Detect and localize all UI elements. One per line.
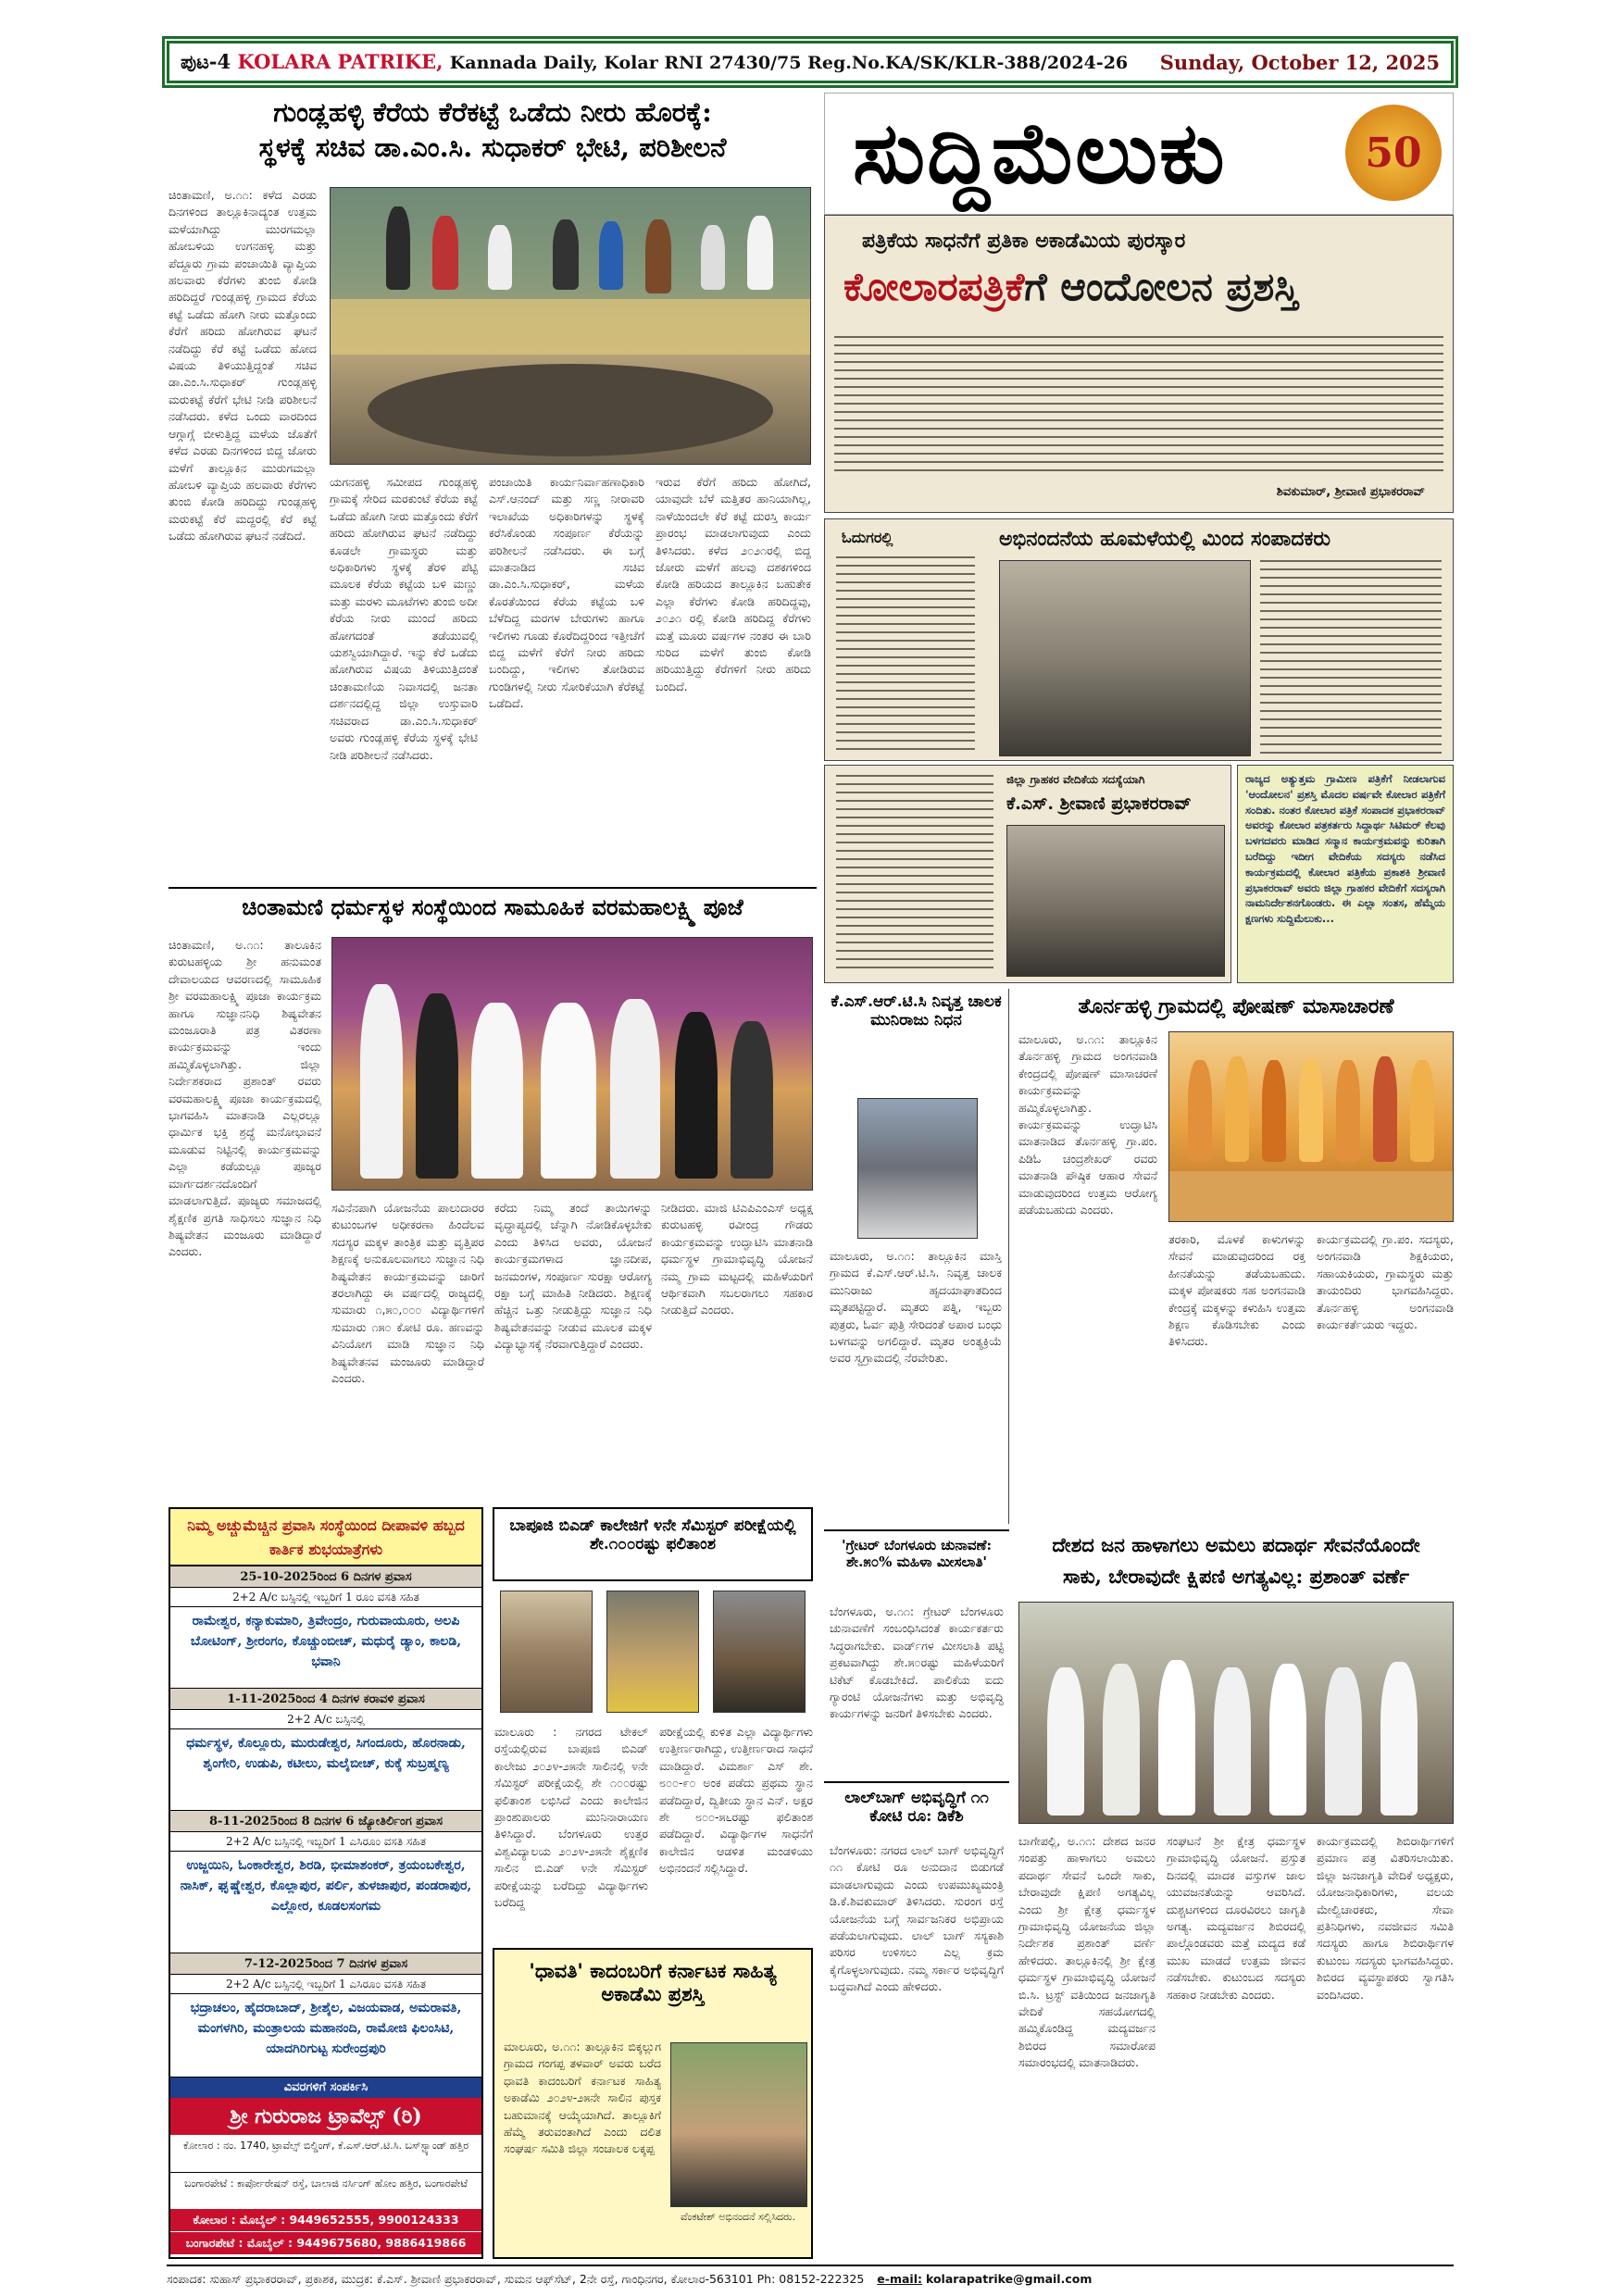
- clip-headline-tail: ಗೆ ಆಂದೋಲನ ಪ್ರಶಸ್ತಿ: [1024, 264, 1299, 309]
- clip-award-sig: ಶಿವಕುಮಾರ್, ಶ್ರೀವಾಣಿ ಪ್ರಭಾಕರರಾವ್: [1276, 485, 1425, 499]
- vara-column-4: ನೀಡಿದರು. ಮಾಜಿ ಟಿಎಪಿಎಂಎಸ್ ಅಧ್ಯಕ್ಷ ಕುರುಟಹಳ್ಳಿ ರವೀಂದ್ರ ಗೌಡರು ಕಾರ್ಯಕ್ರಮವನ್ನು ಉದ್ಘಾಟಿಸಿ ಮಾತನಾಡಿ ಧರ್ಮಸ್ಥಳ ಗ್ರಾಮಾಭಿವೃದ್ಧಿ ಯೋಜನೆ ನಮ್ಮ ಗ್ರಾಮ ಮಟ್ಟದಲ್ಲಿ ಮಹಿಳೆಯರಿಗೆ ಆರ್ಥಿಕವಾಗಿ ಸಬಲರಾಗಲು ಸಹಕಾರ ನೀಡುತ್ತಿದೆ ಎಂದರು.: [661, 1201, 813, 1317]
- trip-3-places: ಉಜ್ಜಯಿನಿ, ಓಂಕಾರೇಶ್ವರ, ಶಿರಡಿ, ಭೀಮಾಶಂಕರ್, ತ್ರಯಂಬಕೇಶ್ವರ, ನಾಸಿಕ್, ಘೃಷ್ಣೇಶ್ವರ, ಕೊಲ್ಲಾಪುರ, ಪರ್ಲಿ, ತುಳಜಾಪುರ, ಪಂಡರಾಪುರ, ಎಲ್ಲೋರ, ಕೂಡಲಸಂಗಮ: [170, 1852, 481, 1953]
- trip-1-sub: 2+2 A/c ಬಸ್ಸಿನಲ್ಲಿ ಇಬ್ಬರಿಗೆ 1 ರೂಂ ವಸತಿ ಸಹಿತ: [170, 1588, 481, 1607]
- dharma-column-1: ಬಾಗೇಪಲ್ಲಿ, ಅ.೧೧: ದೇಶದ ಜನರ ಸಂಪತ್ತು ಹಾಳಾಗಲು ಅಮಲು ಪದಾರ್ಥ ಸೇವನೆ ಒಂದೇ ಸಾಕು, ಬೇರಾವುದೇ ಕ್ಷಿಪಣಿ ಅಗತ್ಯವಿಲ್ಲ ಎಂದು ಶ್ರೀ ಕ್ಷೇತ್ರ ಧರ್ಮಸ್ಥಳ ಗ್ರಾಮಾಭಿವೃದ್ಧಿ ಯೋಜನೆಯ ಜಿಲ್ಲಾ ನಿರ್ದೇಶಕ ಪ್ರಶಾಂತ್ ವರ್ಣೆ ಹೇಳಿದರು. ತಾಲ್ಲೂಕಿನಲ್ಲಿ ಶ್ರೀ ಕ್ಷೇತ್ರ ಧರ್ಮಸ್ಥಳ ಗ್ರಾಮಾಭಿವೃದ್ಧಿ ಯೋಜನೆ ಬಿ.ಸಿ. ಟ್ರಸ್ಟ್ ವತಿಯಿಂದ ಜನಜಾಗೃತಿ ವೇದಿಕೆ ಸಹಯೋಗದಲ್ಲಿ ಹಮ್ಮಿಕೊಂಡಿದ್ದ ಮದ್ಯವರ್ಜನ ಶಿಬಿರದ ಸಮಾರೋಪ ಸಮಾರಂಭದಲ್ಲಿ ಮಾತನಾಡಿದರು.: [1018, 1834, 1156, 2070]
- ksrtc-box: [824, 989, 1009, 1524]
- poshan-photo: [1168, 1031, 1454, 1222]
- trip-3-sub: 2+2 A/c ಬಸ್ಸಿನಲ್ಲಿ ಇಬ್ಬರಿಗೆ 1 ಎಸಿರೂಂ ವಸತಿ ಸಹಿತ: [170, 1832, 481, 1852]
- suddi-banner: [824, 93, 1454, 215]
- poshan-column-3: ಕಾರ್ಯಕ್ರಮದಲ್ಲಿ ಗ್ರಾ.ಪಂ. ಸದಸ್ಯರು, ಅಂಗನವಾಡಿ ಶಿಕ್ಷಕಿಯರು, ಸಹಾಯಕಿಯರು, ಗ್ರಾಮಸ್ಥರು ಮತ್ತು ತಾಯಂದಿರು ಭಾಗವಹಿಸಿದ್ದರು. ತೊರ್ನಹಳ್ಳಿ ಅಂಗನವಾಡಿ ಕಾರ್ಯಕರ್ತೆಯರು ಇದ್ದರು.: [1317, 1232, 1454, 1332]
- page-number: ಪುಟ-4: [181, 50, 231, 73]
- clip-award-label: ಪತ್ರಿಕೆಯ ಸಾಧನೆಗೆ ಪ್ರತಿಕಾ ಅಕಾಡೆಮಿಯ ಪುರಸ್ಕಾರ: [862, 229, 1186, 253]
- bapuji-column-1: ಮಾಲೂರು : ನಗರದ ಟೇಕಲ್ ರಸ್ತೆಯಲ್ಲಿರುವ ಬಾಪೂಜಿ ಬಿಎಡ್ ಕಾಲೇಜು ೨೦೨೪-೨೫ನೇ ಸಾಲಿನಲ್ಲಿ ೪ನೇ ಸೆಮಿಸ್ಟರ್ ಪರೀಕ್ಷೆಯಲ್ಲಿ ಶೇ ೧೦೦ರಷ್ಟು ಫಲಿತಾಂಶ ಲಭಿಸಿದೆ ಎಂದು ಕಾಲೇಜಿನ ಪ್ರಾಂಶುಪಾಲರು ಮುನಿನಾರಾಯಣ ತಿಳಿಸಿದ್ದಾರೆ. ಬೆಂಗಳೂರು ಉತ್ತರ ವಿಶ್ವವಿದ್ಯಾಲಯ ೨೦೨೪-೨೫ನೇ ಶೈಕ್ಷಣಿಕ ಸಾಲಿನ ಬಿ.ಎಡ್ ೪ನೇ ಸೆಮಿಸ್ಟರ್ ಪರೀಕ್ಷೆಯನ್ನು ಬರೆದಿದ್ದು ವಿದ್ಯಾರ್ಥಿಗಳು ಬರೆದಿದ್ದ: [494, 1725, 648, 1910]
- footer-email-label: e-mail:: [877, 2272, 922, 2286]
- tours-phone-1: ಕೋಲಾರ : ಮೊಬೈಲ್ : 9449652555, 9900124333: [170, 2209, 481, 2231]
- vara-photo: [331, 937, 813, 1191]
- bapuji-photo-2: [606, 1591, 699, 1713]
- trip-3-when: 8-11-2025ರಿಂದ 8 ದಿನಗಳ 6 ಜ್ಯೋತಿರ್ಲಿಂಗ ಪ್ರವಾಸ: [170, 1811, 481, 1832]
- tours-agency: ಶ್ರೀ ಗುರುರಾಜ ಟ್ರಾವೆಲ್ಸ್ (ರಿ): [170, 2098, 481, 2135]
- dhavati-box: [493, 1948, 813, 2259]
- clip-consumer-forum: [824, 765, 1231, 983]
- issue-date: Sunday, October 12, 2025: [1159, 50, 1440, 74]
- footer-email: kolarapatrike@gmail.com: [925, 2272, 1093, 2286]
- poshan-column-1: ಮಾಲೂರು, ಅ.೧೧: ತಾಲ್ಲೂಕಿನ ತೊರ್ನಹಳ್ಳಿ ಗ್ರಾಮದ ಅಂಗನವಾಡಿ ಕೇಂದ್ರದಲ್ಲಿ ಪೋಷಣ್ ಮಾಸಾಚರಣೆ ಕಾರ್ಯಕ್ರಮವನ್ನು ಹಮ್ಮಿಕೊಳ್ಳಲಾಗಿತ್ತು. ಕಾರ್ಯಕ್ರಮವನ್ನು ಉದ್ಘಾಟಿಸಿ ಮಾತನಾಡಿದ ತೊರ್ನಹಳ್ಳಿ ಗ್ರಾ.ಪಂ. ಪಿಡಿಓ ಚಂದ್ರಶೇಖರ್ ರವರು ಮಾತನಾಡಿ ಪೌಷ್ಠಿಕ ಆಹಾರ ಸೇವನೆ ಮಾಡುವುದರಿಂದ ಉತ್ತಮ ಆರೋಗ್ಯ ಪಡೆಯಬಹುದು ಎಂದರು.: [1018, 1032, 1157, 1217]
- paper-details: Kannada Daily, Kolar RNI 27430/75 Reg.No.KA/SK/KLR-388/2024-26: [449, 53, 1129, 73]
- ksrtc-photo: [857, 1098, 978, 1239]
- clip-consumer-sub: ಜಿಲ್ಲಾ ಗ್ರಾಹಕರ ವೇದಿಕೆಯ ಸದಸ್ಯೆಯಾಗಿ: [1006, 773, 1145, 786]
- ksrtc-body: ಮಾಲೂರು, ಅ.೧೧: ತಾಲ್ಲೂಕಿನ ಮಾಸ್ತಿ ಗ್ರಾಮದ ಕೆ.ಎಸ್.ಆರ್.ಟಿ.ಸಿ. ನಿವೃತ್ತ ಚಾಲಕ ಮುನಿರಾಜು ಹೃದಯಾಘಾತದಿಂದ ಮೃತಪಟ್ಟಿದ್ದಾರೆ. ಮೃತರು ಪತ್ನಿ, ಇಬ್ಬರು ಪುತ್ರರು, ಓರ್ವ ಪುತ್ರಿ ಸೇರಿದಂತೆ ಅಪಾರ ಬಂಧು ಬಳಗವನ್ನು ಅಗಲಿದ್ದಾರೆ. ಮೃತರ ಅಂತ್ಯಕ್ರಿಯೆ ಅವರ ಸ್ವಗ್ರಾಮದಲ್ಲಿ ನೆರವೇರಿತು.: [830, 1249, 1002, 1366]
- dharma-column-2: ಸಂಘಟನೆ ಶ್ರೀ ಕ್ಷೇತ್ರ ಧರ್ಮಸ್ಥಳ ಗ್ರಾಮಾಭಿವೃದ್ಧಿ ಯೋಜನೆ. ಪ್ರಸ್ತುತ ದಿನದಲ್ಲಿ ಮಾದಕ ವಸ್ತುಗಳ ಜಾಲ ಯುವಜನತೆಯನ್ನು ಆವರಿಸಿದೆ. ದುಶ್ಚಟಗಳಿಂದ ದೂರವಿರಲು ಜಾಗೃತಿ ಅಗತ್ಯ. ಮದ್ಯವರ್ಜನ ಶಿಬಿರದಲ್ಲಿ ಪಾಲ್ಗೊಂಡವರು ಮತ್ತೆ ಮದ್ಯದ ಕಡೆ ಮುಖ ಮಾಡದೆ ಉತ್ತಮ ಜೀವನ ನಡೆಸಬೇಕು. ಕುಟುಂಬದ ಸದಸ್ಯರು ಸಹಕಾರ ನೀಡಬೇಕು ಎಂದರು.: [1167, 1834, 1305, 2002]
- bapuji-headline: ಬಾಪೂಜಿ ಬಿಎಡ್ ಕಾಲೇಜಿಗೆ ೪ನೇ ಸೆಮಿಸ್ಟರ್ ಪರೀಕ್ಷೆಯಲ್ಲಿ ಶೇ.೧೦೦ರಷ್ಟು ಫಲಿತಾಂಶ: [509, 1516, 796, 1554]
- clip-note-text: ರಾಜ್ಯದ ಅತ್ಯುತ್ತಮ ಗ್ರಾಮೀಣ ಪತ್ರಿಕೆಗೆ ನೀಡಲಾಗುವ 'ಆಂದೋಲನ' ಪ್ರಶಸ್ತಿ ಮೊದಲ ವರ್ಷವೇ ಕೋಲಾರ ಪತ್ರಿಕೆಗೆ ಸಂದಿತು. ನಂತರ ಕೋಲಾರ ಪತ್ರಿಕೆ ಸಂಪಾದಕ ಪ್ರಭಾಕರರಾವ್ ಅವರನ್ನು ಕೋಲಾರ ಪತ್ರಕರ್ತರು ಸಿದ್ದಾರ್ಥ ಸಿಟಿಮರ್ ಕೆಲವು ಬಳಗದವರು ಮಾಡಿದ ಸನ್ಮಾನ ಕಾರ್ಯಕ್ರಮವನ್ನು ಕುರಿತಾಗಿ ಬರೆದಿದ್ದು ಇದೀಗ ವೇದಿಕೆಯ ಸದಸ್ಯರು ನಡೆಸಿದ ಕಾರ್ಯಕ್ರಮದಲ್ಲಿ ಕೋಲಾರ ಪತ್ರಿಕೆಯ ಪ್ರಕಾಶಕಿ ಶ್ರೀವಾಣಿ ಪ್ರಭಾಕರರಾವ್ ಅವರು ಜಿಲ್ಲಾ ಗ್ರಾಹಕರ ವೇದಿಕೆಗೆ ಸದಸ್ಯರಾಗಿ ನಾಮನಿರ್ದೇಶನಗೊಂಡರು. ಈ ಎಲ್ಲಾ ಸಂತಸ, ಹೆಮ್ಮೆಯ ಕ್ಷಣಗಳು ಸುದ್ದಿಮೆಲುಕು...: [1245, 772, 1445, 926]
- masthead-left: [181, 50, 1128, 74]
- ksrtc-headline: ಕೆ.ಎಸ್.ಆರ್.ಟಿ.ಸಿ ನಿವೃತ್ತ ಚಾಲಕ ಮುನಿರಾಜು ನಿಧನ: [831, 992, 1002, 1030]
- suddi-title: ಸುದ್ದಿಮೆಲುಕು: [853, 103, 1227, 203]
- footer-text: ಸಂಪಾದಕ: ಸುಹಾಸ್ ಪ್ರಭಾಕರರಾವ್, ಪ್ರಕಾಶಕ, ಮುದ್ರಕ: ಕೆ.ಎಸ್. ಶ್ರೀವಾಣಿ ಪ್ರಭಾಕರರಾವ್, ಸುಮನ ಆಫ್‌ಸೆಟ್, 2ನೇ ರಸ್ತೆ, ಗಾಂಧಿನಗರ, ಕೋಲಾರ-563101 Ph: 08152-222325: [167, 2272, 865, 2286]
- lead-photo-breach: [330, 187, 811, 465]
- lead-headline-1: ಗುಂಡ್ಲಹಳ್ಳಿ ಕೆರೆಯ ಕೆರೆಕಟ್ಟೆ ಒಡೆದು ನೀರು ಹೊರಕ್ಕೆ:: [273, 96, 712, 128]
- bapuji-column-2: ಪರೀಕ್ಷೆಯಲ್ಲಿ ಕುಳಿತ ಎಲ್ಲಾ ವಿದ್ಯಾರ್ಥಿಗಳು ಉತ್ತೀರ್ಣರಾಗಿದ್ದು, ಉತ್ತೀರ್ಣರಾದ ಸಾಧನೆ ಮಾಡಿದ್ದಾರೆ. ವಿಮರ್ಶಾ ಎಸ್ ಶೇ. ೮೦೦-೯೦ ಅಂಕ ಪಡೆದು ಪ್ರಥಮ ಸ್ಥಾನ ಪಡೆದಿದ್ದಾರೆ, ದ್ವಿತೀಯ ಸ್ಥಾನ ಎನ್. ಅಕ್ಷರ ಶೇ ೮೦೦-೫೬ರಷ್ಟು ಫಲಿತಾಂಶ ಪಡೆದಿದ್ದಾರೆ. ವಿದ್ಯಾರ್ಥಿಗಳ ಸಾಧನೆಗೆ ಕಾಲೇಜಿನ ಆಡಳಿತ ಮಂಡಳಿಯು ಅಭಿನಂದನೆ ಸಲ್ಲಿಸಿದ್ದಾರೆ.: [659, 1725, 813, 1876]
- clip-felicitation-title: ಅಭಿನಂದನೆಯ ಹೂಮಳೆಯಲ್ಲಿ ಮಿಂದ ಸಂಪಾದಕರು: [999, 527, 1330, 551]
- clip-note: [1237, 765, 1454, 983]
- clip-paper-name: ಕೋಲಾರಪತ್ರಿಕೆ: [843, 264, 1025, 309]
- poshan-column-2: ತರಕಾರಿ, ಮೊಳಕೆ ಕಾಳುಗಳನ್ನು ಸೇವನೆ ಮಾಡುವುದರಿಂದ ರಕ್ತ ಹೀನತೆಯನ್ನು ತಡೆಯಬಹುದು. ಮಕ್ಕಳ ಪೋಷಕರು ಸಹ ಅಂಗನವಾಡಿ ಕೇಂದ್ರಕ್ಕೆ ಮಕ್ಕಳನ್ನು ಕಳುಹಿಸಿ ಉತ್ತಮ ಶಿಕ್ಷಣ ಕೊಡಿಸಬೇಕು ಎಂದು ತಿಳಿಸಿದರು.: [1168, 1232, 1305, 1349]
- tours-heading: ನಿಮ್ಮ ಅಚ್ಚುಮೆಚ್ಚಿನ ಪ್ರವಾಸಿ ಸಂಸ್ಥೆಯಿಂದ ದೀಪಾವಳಿ ಹಬ್ಬದ ಕಾರ್ತಿಕ ಶುಭಯಾತ್ರೆಗಳು: [170, 1509, 481, 1566]
- tours-phone-2: ಬಂಗಾರಪೇಟೆ : ಮೊಬೈಲ್ : 9449675680, 9886419866: [170, 2231, 481, 2254]
- vara-column-2: ಸವಿನೆನಪಾಗಿ ಯೋಜನೆಯ ಪಾಲುದಾರರ ಕುಟುಂಬಗಳ ಅಧೀಕರಣಾ ಹಿಂದೆಲವ ಸದಸ್ಯರ ಮಕ್ಕಳ ತಾಂತ್ರಿಕ ಮತ್ತು ವೃತ್ತಿಪರ ಶಿಕ್ಷಣಕ್ಕೆ ಅನುಕೂಲವಾಗಲು ಸುಜ್ಞಾನ ನಿಧಿ ಶಿಷ್ಯವೇತನ ಕಾರ್ಯಕ್ರಮವನ್ನು ಜಾರಿಗೆ ತರಲಾಗಿದ್ದು ಈ ವರ್ಷದಲ್ಲಿ ರಾಜ್ಯದಲ್ಲಿ ಸುಮಾರು ೧,೫೦,೦೦೦ ವಿದ್ಯಾರ್ಥಿಗಳಿಗೆ ಸುಮಾರು ೧೫೦ ಕೋಟಿ ರೂ. ಹಣವನ್ನು ವಿನಿಯೋಗ ಮಾಡಿ ಸುಜ್ಞಾನ ನಿಧಿ ಶಿಷ್ಯವೇತನವ ಮಂಜೂರು ಮಾಡಿದ್ದಾರೆ ಎಂದರು.: [331, 1201, 484, 1386]
- clip-consumer-title: ಕೆ.ಎಸ್. ಶ್ರೀವಾಣಿ ಪ್ರಭಾಕರರಾವ್: [1006, 793, 1192, 814]
- dhavati-headline: 'ಧಾವತಿ' ಕಾದಂಬರಿಗೆ ಕರ್ನಾಟಕ ಸಾಹಿತ್ಯ ಅಕಾಡೆಮಿ ಪ್ರಶಸ್ತಿ: [529, 1959, 777, 2006]
- tours-addr1: ಕೋಲಾರ : ನಂ. 1740, ಟ್ರಾವೆಲ್ಸ್ ಬಿಲ್ಡಿಂಗ್, ಕೆ.ಎಸ್.ಆರ್.ಟಿ.ಸಿ. ಬಸ್‌ಸ್ಟ್ಯಾಂಡ್ ಹತ್ತಿರ: [182, 2140, 469, 2152]
- footer: [167, 2268, 1454, 2290]
- footer-rule: [167, 2265, 1454, 2266]
- masthead: [167, 41, 1454, 83]
- trip-4-when: 7-12-2025ರಿಂದ 7 ದಿನಗಳ ಪ್ರವಾಸ: [170, 1953, 481, 1975]
- trip-2-when: 1-11-2025ರಿಂದ 4 ದಿನಗಳ ಕರಾವಳಿ ಪ್ರವಾಸ: [170, 1689, 481, 1710]
- lalbagh-body: ಬೆಂಗಳೂರು: ನಗರದ ಲಾಲ್ ಬಾಗ್ ಅಭಿವೃದ್ಧಿಗೆ ೧೧ ಕೋಟಿ ರೂ ಅನುದಾನ ಬಿಡುಗಡೆ ಮಾಡಲಾಗುವುದು ಎಂದು ಉಪಮುಖ್ಯಮಂತ್ರಿ ಡಿ.ಕೆ.ಶಿವಕುಮಾರ್ ತಿಳಿಸಿದರು. ಸುರಂಗ ರಸ್ತೆ ಯೋಜನೆಯ ಬಗ್ಗೆ ಸಾರ್ವಜನಿಕರ ಅಭಿಪ್ರಾಯ ಪಡೆಯಲಾಗುವುದು. ಲಾಲ್ ಬಾಗ್ ಸಸ್ಯಕಾಶಿ ಪರಿಸರ ಉಳಿಸಲು ಎಲ್ಲ ಕ್ರಮ ಕೈಗೊಳ್ಳಲಾಗುವುದು. ನಮ್ಮ ಸರ್ಕಾರ ಅಭಿವೃದ್ಧಿಗೆ ಬದ್ಧವಾಗಿದೆ ಎಂದು ಹೇಳಿದರು.: [830, 1843, 1004, 1994]
- lalbagh-box: [824, 1781, 1009, 2259]
- clip-felicitation-photo: [999, 560, 1251, 756]
- bapuji-photo-3: [713, 1591, 806, 1713]
- gruha-headline: 'ಗ್ರೇಟರ್ ಬೆಂಗಳೂರು ಚುನಾವಣೆ: ಶೇ.೫೦% ಮಹಿಳಾ ಮೀಸಲಾತಿ': [841, 1537, 993, 1570]
- trip-2-places: ಧರ್ಮಸ್ಥಳ, ಕೊಲ್ಲೂರು, ಮುರುಡೇಶ್ವರ, ಸಿಗಂದೂರು, ಹೊರನಾಡು, ಶೃಂಗೇರಿ, ಉಡುಪಿ, ಕಟೀಲು, ಮಲೈಬೀಚ್, ಕುಕ್ಕೆ ಸುಬ್ರಹ್ಮಣ್ಯ: [170, 1729, 481, 1811]
- clip-award: [824, 215, 1454, 513]
- gruha-body: ಬೆಂಗಳೂರು, ಅ.೧೧: ಗ್ರೇಟರ್ ಬೆಂಗಳೂರು ಚುನಾವಣೆಗೆ ಸಂಬಂಧಿಸಿದಂತೆ ಕಾರ್ಯಕರ್ತರು ಸಿದ್ಧರಾಗಬೇಕು. ವಾರ್ಡ್‌ಗಳ ಮೀಸಲಾತಿ ಪಟ್ಟಿ ಪ್ರಕಟವಾಗಿದ್ದು ಶೇ.೫೦ರಷ್ಟು ಮಹಿಳೆಯರಿಗೆ ಟಿಕೆಟ್ ಕೊಡಬೇಕಿದೆ. ಪಾಲಿಕೆಯ ಐದು ಗ್ಯಾರಂಟಿ ಯೋಜನೆಗಳು ಮತ್ತು ಅಭಿವೃದ್ಧಿ ಕಾರ್ಯಗಳನ್ನು ಜನರಿಗೆ ತಿಳಿಸಬೇಕು ಎಂದರು.: [830, 1604, 1004, 1721]
- suddi-badge-number: 50: [1365, 129, 1422, 177]
- paper-name: KOLARA PATRIKE,: [237, 50, 443, 73]
- dhavati-body: ಮಾಲೂರು, ಅ.೧೧: ತಾಲ್ಲೂಕಿನ ಬಿಕ್ಕಲ್ಲುಗ ಗ್ರಾಮದ ಗಂಗಪ್ಪ ತಳವಾರ್ ಅವರು ಬರೆದ ಧಾವತಿ ಕಾದಂಬರಿಗೆ ಕರ್ನಾಟಕ ಸಾಹಿತ್ಯ ಅಕಾಡೆಮಿ ೨೦೨೪-೨೫ನೇ ಸಾಲಿನ ಪುಸ್ತಕ ಬಹುಮಾನಕ್ಕೆ ಆಯ್ಕೆಯಾಗಿದೆ. ತಾಲ್ಲೂಕಿಗೆ ಹೆಮ್ಮೆ ತರುವಂತಾಗಿದೆ ಎಂದು ದಲಿತ ಸಂಘರ್ಷ ಸಮಿತಿ ಜಿಲ್ಲಾ ಸಂಚಾಲಕ ಲಕ್ಕಪ್ಪ: [504, 2040, 661, 2156]
- dharma-photo: [1018, 1602, 1454, 1824]
- trip-1-when: 25-10-2025ರಿಂದ 6 ದಿನಗಳ ಪ್ರವಾಸ: [170, 1566, 481, 1588]
- dhavati-caption: ವೆಂಕಟೇಶ್ ಅಭಿನಂದನೆ ಸಲ್ಲಿಸಿದರು.: [681, 2211, 795, 2223]
- lead-headline-2: ಸ್ಥಳಕ್ಕೆ ಸಚಿವ ಡಾ.ಎಂ.ಸಿ. ಸುಧಾಕರ್ ಭೇಟಿ, ಪರಿಶೀಲನೆ: [258, 131, 727, 163]
- tours-contact-head: ವಿವರಗಳಿಗೆ ಸಂಪರ್ಕಿಸಿ: [170, 2078, 481, 2098]
- lead-column-2: ಯಗನಹಳ್ಳಿ ಸಮೀಪದ ಗುಂಡ್ಲಹಳ್ಳಿ ಗ್ರಾಮಕ್ಕೆ ಸೇರಿದ ಮರಕುಂಟೆ ಕೆರೆಯ ಕಟ್ಟೆ ಒಡೆದು ಹೋಗಿ ನೀರು ಮತ್ತೊಂದು ಕೆರೆಗೆ ಹರಿದು ಹೋಗಿರುವ ಘಟನೆ ನಡೆದಿದ್ದು ಕೂಡಲೇ ಗ್ರಾಮಸ್ಥರು ಮತ್ತು ಅಧಿಕಾರಿಗಳು ಸ್ಥಳಕ್ಕೆ ತೆರಳಿ ಪೆಟ್ಟಿ ಮೂಲಕ ಕೆರೆಯ ಕಟ್ಟೆಯ ಬಳಿ ಮಣ್ಣು ಮತ್ತು ಮರಳು ಮೂಟೆಗಳು ತುಂಬಿ ಅದೀ ಕೆರೆಯ ನೀರು ಮುಂದೆ ಹರಿದು ಹೋಗದಂತೆ ತಡೆಯುವಲ್ಲಿ ಯಶಸ್ವಿಯಾಗಿದ್ದಾರೆ. ಇನ್ನು ಕೆರೆ ಒಡೆದು ಹೋಗಿರುವ ವಿಷಯ ತಿಳಿಯುತ್ತಿದಂತೆ ಚಿಂತಾಮಣಿಯ ನಿವಾಸದಲ್ಲಿ ಜನತಾ ದರ್ಶನದಲ್ಲಿದ್ದ ಜಿಲ್ಲಾ ಉಸ್ತುವಾರಿ ಸಚಿವರಾದ ಡಾ.ಎಂ.ಸಿ.ಸುಧಾಕರ್ ಅವರು ಗುಂಡ್ಲಹಳ್ಳಿ ಕೆರೆಯ ಸ್ಥಳಕ್ಕೆ ಭೇಟಿ ನೀಡಿ ಪರಿಶೀಲನೆ ನಡೆಸಿದರು.: [330, 475, 478, 762]
- lead-column-3: ಪಂಚಾಯಿತಿ ಕಾರ್ಯನಿರ್ವಾಹಣಾಧಿಕಾರಿ ಎಸ್.ಆನಂದ್ ಮತ್ತು ಸಣ್ಣ ನೀರಾವರಿ ಇಲಾಖೆಯ ಅಧಿಕಾರಿಗಳನ್ನು ಸ್ಥಳಕ್ಕೆ ಕರೆಸಿಕೊಂಡು ಸಂಪೂರ್ಣ ಕೆರೆಯನ್ನು ಪರಿಶೀಲನೆ ನಡೆಸಿದರು. ಈ ಬಗ್ಗೆ ಮಾತನಾಡಿದ ಸಚಿವ ಡಾ.ಎಂ.ಸಿ.ಸುಧಾಕರ್, ಮಳೆಯ ಕೊರತೆಯಿಂದ ಕೆರೆಯ ಕಟ್ಟೆಯ ಬಳಿ ಬೆಳೆದಿದ್ದ ಮರಗಳ ಬೇರುಗಳು ಹಾಗೂ ಇಲಿಗಳು ಗೂಡು ಕೊರೆದಿದ್ದರಿಂದ ಇತ್ತೀಚೆಗೆ ಬಿದ್ದ ಮಳೆಗೆ ಕೆರೆಗೆ ನೀರು ಹರಿದು ಬಂದಿದ್ದು, ಇಲಿಗಳು ತೋಡಿರುವ ಗುಂಡಿಗಳಲ್ಲಿ ನೀರು ಸೋರಿಕೆಯಾಗಿ ಕೆರೆಕಟ್ಟೆ ಒಡೆದಿದೆ.: [489, 475, 644, 711]
- trip-4-sub: 2+2 A/c ಬಸ್ಸಿನಲ್ಲಿ ಇಬ್ಬರಿಗೆ 1 ಎಸಿರೂಂ ವಸತಿ ಸಹಿತ: [170, 1975, 481, 1994]
- dharma-headline-2: ಸಾಕು, ಬೇರಾವುದೇ ಕ್ಷಿಪಣಿ ಅಗತ್ಯವಿಲ್ಲ: ಪ್ರಶಾಂತ್ ವರ್ಣೆ: [1062, 1565, 1410, 1588]
- dharma-headline-1: ದೇಶದ ಜನ ಹಾಳಾಗಲು ಅಮಲು ಪದಾರ್ಥ ಸೇವನೆಯೊಂದೇ: [1052, 1533, 1420, 1556]
- trip-4-places: ಭದ್ರಾಚಲಂ, ಹೈದರಾಬಾದ್, ಶ್ರೀಶೈಲ, ವಿಜಯವಾಡ, ಅಮರಾವತಿ, ಮಂಗಳಗಿರಿ, ಮಂತ್ರಾಲಯ ಮಹಾನಂದಿ, ರಾಮೋಜಿ ಫಿಲಂಸಿಟಿ, ಯಾದಗಿರಿಗುಟ್ಟ ಸುರೇಂದ್ರಪುರಿ: [170, 1994, 481, 2078]
- vara-column-1: ಚಿಂತಾಮಣಿ, ಅ.೧೧: ತಾಲೂಕಿನ ಕುರುಟಹಳ್ಳಿಯ ಶ್ರೀ ಹನುಮಂತ ದೇವಾಲಯದ ಆವರಣದಲ್ಲಿ ಸಾಮೂಹಿಕ ಶ್ರೀ ವರಮಹಾಲಕ್ಷ್ಮಿ ಪೂಜಾ ಕಾರ್ಯಕ್ರಮ ಹಾಗೂ ಸುಜ್ಞಾನನಿಧಿ ಶಿಷ್ಯವೇತನ ಮಂಜೂರಾತಿ ಪತ್ರ ವಿತರಣಾ ಕಾರ್ಯಕ್ರಮವನ್ನು ಇಂದು ಹಮ್ಮಿಕೊಳ್ಳಲಾಗಿತ್ತು. ಜಿಲ್ಲಾ ನಿರ್ದೇಶಕರಾದ ಪ್ರಶಾಂತ್ ರವರು ವರಮಹಾಲಕ್ಷ್ಮಿ ಪೂಜಾ ಕಾರ್ಯಕ್ರಮದಲ್ಲಿ ಭಾಗವಹಿಸಿ ಮಾತನಾಡಿ ಎಲ್ಲರಲ್ಲೂ ಧಾರ್ಮಿಕ ಭಕ್ತಿ ಶ್ರದ್ಧೆ ಮನೋಭಾವನೆ ಮೂಡುವ ನಿಟ್ಟಿನಲ್ಲಿ ಕಾರ್ಯಕ್ರಮವನ್ನು ಎಲ್ಲಾ ಕಡೆಯಲ್ಲೂ ಪೂಜ್ಯರ ಮಾರ್ಗದರ್ಶನದೊಂದಿಗೆ ಮಾಡಲಾಗುತ್ತಿದೆ. ಪೂಜ್ಯರು ಸಮಾಜದಲ್ಲಿ ಶೈಕ್ಷಣಿಕ ಪ್ರಗತಿ ಸಾಧಿಸಲು ಸುಜ್ಞಾನ ನಿಧಿ ಶಿಷ್ಯವೇತನ ಮಂಜೂರು ಮಾಡಿದ್ದಾರೆ ಎಂದರು.: [169, 938, 321, 1259]
- clip-felicitation-side: ಓದುಗರಲ್ಲಿ: [842, 529, 893, 546]
- dharma-column-3: ಕಾರ್ಯಕ್ರಮದಲ್ಲಿ ಶಿಬಿರಾರ್ಥಿಗಳಿಗೆ ಪ್ರಮಾಣ ಪತ್ರ ವಿತರಿಸಲಾಯಿತು. ಜಿಲ್ಲಾ ಜನಜಾಗೃತಿ ವೇದಿಕೆ ಅಧ್ಯಕ್ಷರು, ಯೋಜನಾಧಿಕಾರಿಗಳು, ವಲಯ ಮೇಲ್ವಿಚಾರಕರು, ಸೇವಾ ಪ್ರತಿನಿಧಿಗಳು, ನವಜೀವನ ಸಮಿತಿ ಸದಸ್ಯರು ಹಾಗೂ ಶಿಬಿರಾರ್ಥಿಗಳ ಕುಟುಂಬ ಸದಸ್ಯರು ಭಾಗವಹಿಸಿದ್ದರು. ಶಿಬಿರದ ವ್ಯವಸ್ಥಾಪಕರು ಸ್ವಾಗತಿಸಿ ವಂದಿಸಿದರು.: [1317, 1834, 1454, 2002]
- divider: [169, 887, 817, 889]
- gruha-box: [824, 1529, 1009, 1776]
- bapuji-photo-1: [500, 1591, 593, 1713]
- trip-1-places: ರಾಮೇಶ್ವರ, ಕನ್ಯಾಕುಮಾರಿ, ತ್ರಿವೇಂದ್ರಂ, ಗುರುವಾಯೂರು, ಅಲಪಿ ಬೋಟಿಂಗ್, ಶ್ರೀರಂಗಂ, ಕೊಚ್ಚುಂಬೀಚ್, ಮಧುರೈ ಡ್ಯಾಂ, ಕಾಲಡಿ, ಭವಾನಿ: [170, 1607, 481, 1689]
- clip-award-headline: [843, 264, 1298, 310]
- suddi-badge: [1345, 105, 1442, 201]
- lead-column-4: ಇರುವ ಕೆರೆಗೆ ಹರಿದು ಹೋಗಿದೆ, ಯಾವುದೇ ಬೆಳೆ ಮತ್ತಿತರ ಹಾನಿಯಾಗಿಲ್ಲ, ನಾಳೆಯಿಂದಲೇ ಕೆರೆ ಕಟ್ಟೆ ದುರಸ್ತಿ ಕಾರ್ಯ ಪ್ರಾರಂಭ ಮಾಡಲಾಗುವುದು ಎಂದು ತಿಳಿಸಿದರು. ಕಳೆದ ೨೦೨೧ರಲ್ಲಿ ಬಿದ್ದ ಜೋರು ಮಳೆಗೆ ಹಲವು ದಶಕಗಳಿಂದ ಕೋಡಿ ಹರಿಯದ ತಾಲ್ಲೂಕಿನ ಬಹುತೇಕ ಎಲ್ಲಾ ಕೆರೆಗಳು ಕೋಡಿ ಹರಿದಿದ್ದವು, ೨೦೨೧ ರಲ್ಲಿ ಕೋಡಿ ಹರಿದಿದ್ದ ಕೆರೆಗಳು ಮತ್ತೆ ಮೂರು ವರ್ಷಗಳ ನಂತರ ಈ ಬಾರಿ ಸುರಿದ ಮಳೆಗೆ ತುಂಬಿ ಕೋಡಿ ಹರಿಯುತ್ತಿದ್ದು ಕೆರೆಗಳಿಗೆ ನೀರು ಹರಿದು ಬಂದಿದೆ.: [656, 475, 811, 693]
- bapuji-box: [493, 1507, 813, 1581]
- dhavati-photo: [670, 2042, 807, 2207]
- vara-headline: ಚಿಂತಾಮಣಿ ಧರ್ಮಸ್ಥಳ ಸಂಸ್ಥೆಯಿಂದ ಸಾಮೂಹಿಕ ವರಮಹಾಲಕ್ಷ್ಮಿ ಪೂಜೆ: [242, 893, 743, 920]
- poshan-headline: ತೊರ್ನಹಳ್ಳಿ ಗ್ರಾಮದಲ್ಲಿ ಪೋಷಣ್ ಮಾಸಾಚಾರಣೆ: [1078, 994, 1394, 1018]
- clip-felicitation: [824, 518, 1454, 761]
- lead-column-1: ಚಿಂತಾಮಣಿ, ಅ.೧೧: ಕಳೆದ ಎರಡು ದಿನಗಳಿಂದ ತಾಲ್ಲೂಕಿನಾದ್ಯಂತ ಉತ್ತಮ ಮಳೆಯಾಗಿದ್ದು ಮುರಗಮಲ್ಲಾ ಹೋಬಳಿಯ ಉಗನಹಳ್ಳಿ ಮತ್ತು ಪೆದ್ದೂರು ಗ್ರಾಮ ಪಂಚಾಯಿತಿ ವ್ಯಾಪ್ತಿಯ ಹಲವಾರು ಕೆರೆಗಳು ತುಂಬಿ ಕೋಡಿ ಹರಿದಿದ್ದರೆ ಗುಂಡ್ಲಹಳ್ಳಿ ಗ್ರಾಮದ ಕೆರೆಯ ಕಟ್ಟೆ ಒಡೆದು ಹೋಗಿ ನೀರು ಮತ್ತೊಂದು ಕೆರೆಗೆ ಹರಿದು ಹೋಗಿರುವ ಘಟನೆ ನಡೆದಿದ್ದು ಕೆರೆ ಕಟ್ಟೆ ಒಡೆದು ಹೋದ ವಿಷಯ ತಿಳಿಯುತ್ತಿದ್ದಂತೆ ಸಚಿವ ಡಾ.ಎಂ.ಸಿ.ಸುಧಾಕರ್ ಗುಂಡ್ಲಹಳ್ಳಿ ಮರುಕಟ್ಟೆ ಕೆರೆಗೆ ಭೇಟಿ ನೀಡಿ ಪರಿಶೀಲನೆ ನಡೆಸಿದರು. ಕಳೆದ ಒಂದು ವಾರದಿಂದ ಆಗ್ಗಾಗ್ಗೆ ಬೀಳುತ್ತಿದ್ದ ಮಳೆಯ ಜೊತೆಗೆ ಕಳೆದ ಎರಡು ದಿನಗಳಿಂದ ಬಿದ್ದ ಜೋರು ಮಳೆಗೆ ತಾಲ್ಲೂಕಿನ ಮುರುಗಮಲ್ಲಾ ಹೋಬಳಿ ವ್ಯಾಪ್ತಿಯ ಹಲವಾರು ಕೆರೆಗಳು ತುಂಬಿ ಕೋಡಿ ಹರಿದಿದ್ದು ಗುಂಡ್ಲಹಳ್ಳಿ ಮರುಕಟ್ಟೆ ಕೆರೆ ಮದ್ದರಲ್ಲಿ ಕೆರೆ ಕಟ್ಟೆ ಒಡೆದು ಹೋಗಿರುವ ಘಟನೆ ನಡೆದಿದೆ.: [169, 188, 317, 543]
- vara-column-3: ಕರೆದು ನಿಮ್ಮ ತಂದೆ ತಾಯಿಗಳನ್ನು ವೃದ್ಧಾಪ್ಯದಲ್ಲಿ ಚೆನ್ನಾಗಿ ನೋಡಿಕೊಳ್ಳಬೇಕು ಎಂದು ತಿಳಿಸಿದ ಅವರು, ಯೋಜನೆ ಕಾರ್ಯಕ್ರಮಗಳಾದ ಜ್ಞಾನದೀಪ, ಜನಮಂಗಳ, ಸಂಪೂರ್ಣ ಸುರಕ್ಷಾ ಆರೋಗ್ಯ ರಕ್ಷಾ ಬಗ್ಗೆ ಮಾಹಿತಿ ನೀಡಿದರು. ಶಿಕ್ಷಣಕ್ಕೆ ಹೆಚ್ಚಿನ ಒತ್ತು ನೀಡುತ್ತಿದ್ದು ಸುಜ್ಞಾನ ನಿಧಿ ಶಿಷ್ಯವೇತನವನ್ನು ನೀಡುವ ಮೂಲಕ ಮಕ್ಕಳ ವಿದ್ಯಾಭ್ಯಾಸಕ್ಕೆ ನೆರವಾಗುತ್ತಿದ್ದಾರೆ ಎಂದರು.: [494, 1201, 652, 1352]
- tours-addr2: ಬಂಗಾರಪೇಟೆ : ಕಾರ್ಪೋರೇಷನ್ ರಸ್ತೆ, ಬಾಲಾಜಿ ನರ್ಸಿಂಗ್ ಹೋಂ ಹತ್ತಿರ, ಬಂಗಾರಪೇಟೆ: [170, 2172, 481, 2209]
- lalbagh-headline: ಲಾಲ್‌ಬಾಗ್ ಅಭಿವೃದ್ಧಿಗೆ ೧೧ ಕೋಟಿ ರೂ: ಡಿಕೆಶಿ: [844, 1789, 989, 1827]
- trip-2-sub: 2+2 A/c ಬಸ್ಸಿನಲ್ಲಿ: [170, 1710, 481, 1729]
- tours-ad: [169, 1507, 483, 2259]
- clip-consumer-photo: [1006, 825, 1225, 977]
